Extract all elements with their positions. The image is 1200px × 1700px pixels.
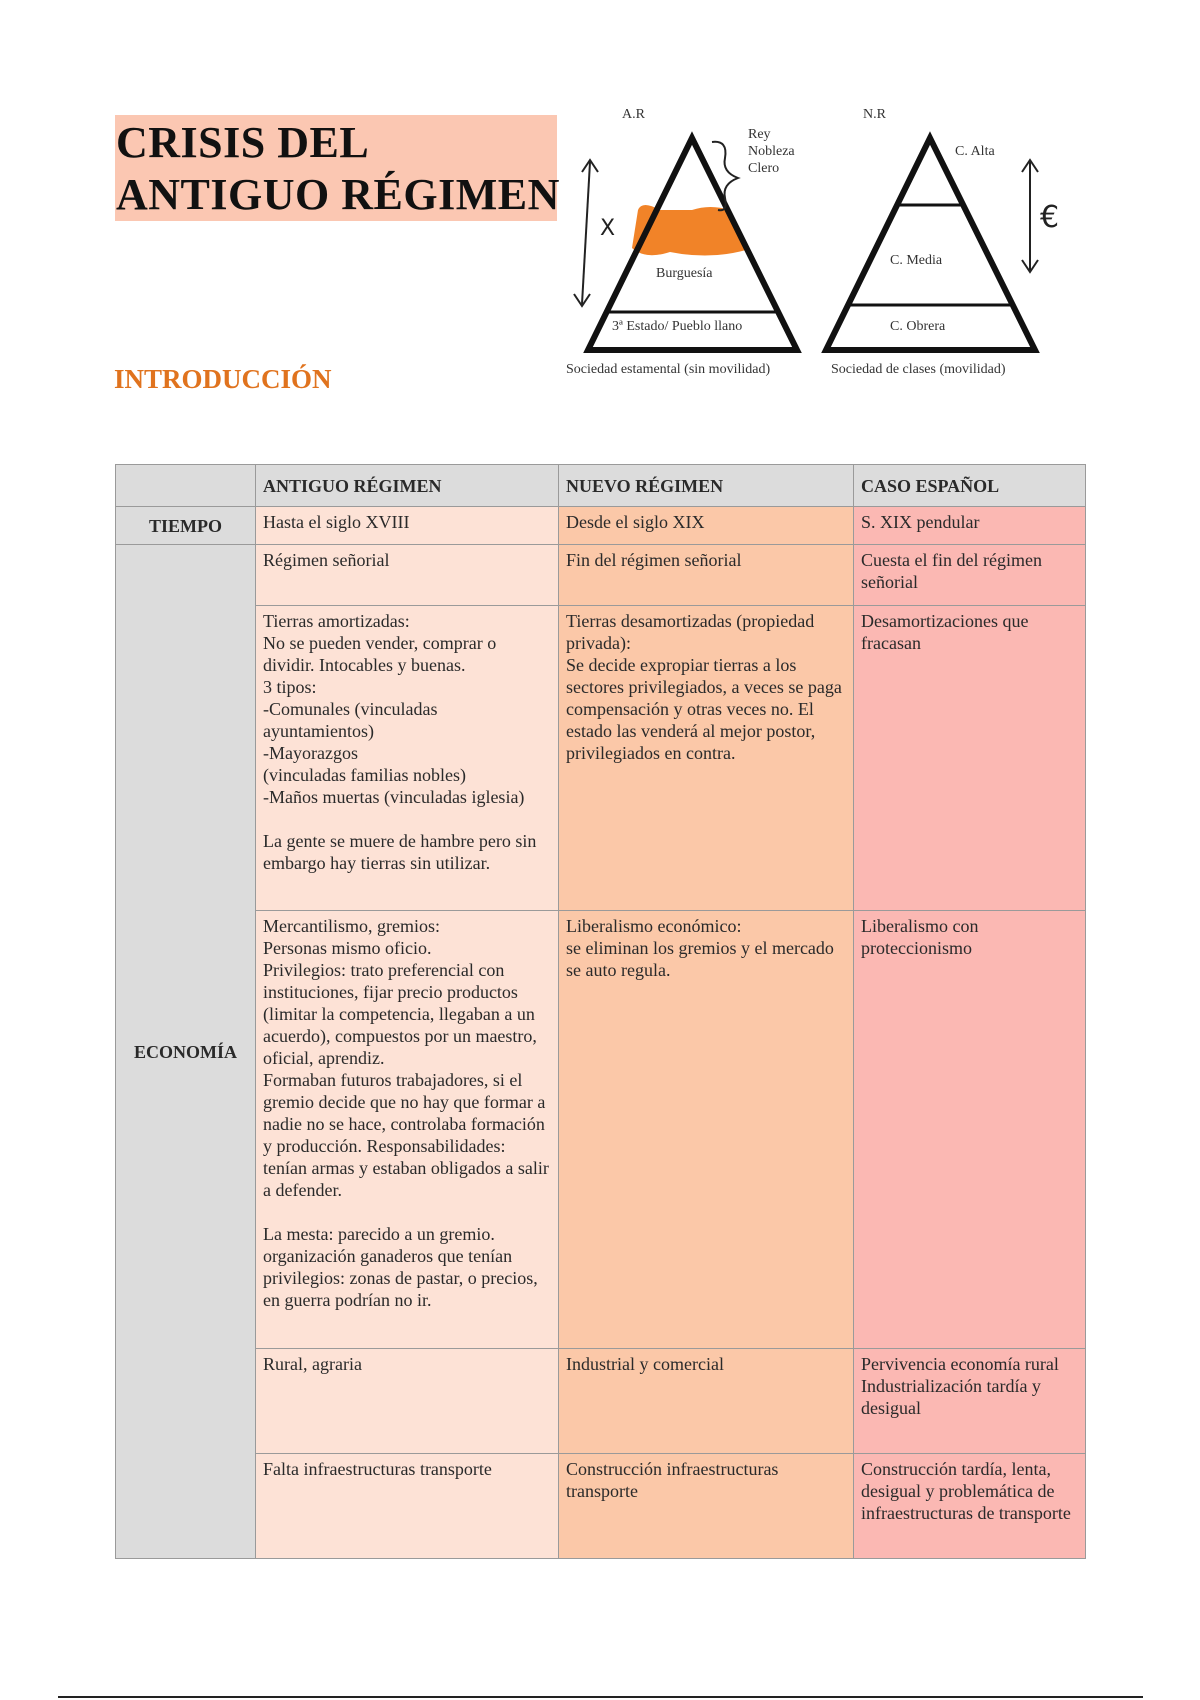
economia-espanol: Liberalismo con proteccionismo (854, 911, 1086, 1349)
table-header-row (116, 465, 1086, 507)
left-caption: Sociedad estamental (sin movilidad) (566, 362, 771, 377)
row-label-economia: ECONOMÍA (116, 545, 256, 1559)
left-brace (712, 142, 738, 210)
economia-antiguo: Rural, agraria (256, 1349, 559, 1454)
economia-espanol: Pervivencia economía rural Industrialización tardía y desigual (854, 1349, 1086, 1454)
economia-antiguo: Mercantilismo, gremios: Personas mismo oficio. Privilegios: trato preferencial con instituciones, fijar precio productos (limitar la competencia, llegaban a un acuerdo), compuestos por un maestro, oficial, aprendiz. Formaban futuros trabajadores, si el gremio decide que no hay que formar a nadie no se hace, controlaba formación y producción. Responsabilidades: tenían armas y estaban obligados a salir a defender. La mesta: parecido a un gremio. organización ganaderos que tenían privilegios: zonas de pastar, o precios, en guerra podrían no ir. (256, 911, 559, 1349)
economia-nuevo: Tierras desamortizadas (propiedad privada): Se decide expropiar tierras a los sectores privilegiados, a veces se paga compensación y otras veces no. El estado las venderá al mejor postor, privilegiados en contra. (559, 606, 854, 911)
table-row (116, 545, 1086, 606)
tiempo-nuevo: Desde el siglo XIX (559, 507, 854, 545)
economia-nuevo: Liberalismo económico: se eliminan los gremios y el mercado se auto regula. (559, 911, 854, 1349)
tiempo-antiguo: Hasta el siglo XVIII (256, 507, 559, 545)
table-row (116, 1454, 1086, 1559)
header-empty (116, 465, 256, 507)
page-title-line-2: ANTIGUO RÉGIMEN (116, 170, 560, 219)
left-arrow (582, 162, 590, 304)
intro-heading: INTRODUCCIÓN (114, 364, 332, 394)
tiempo-espanol: S. XIX pendular (854, 507, 1086, 545)
economia-antiguo: Régimen señorial (256, 545, 559, 606)
euro-mark: € (1040, 200, 1060, 235)
page-title-line-1: CRISIS DEL (116, 118, 370, 167)
burguesia-label: Burguesía (656, 266, 713, 281)
table-row-tiempo (116, 507, 1086, 545)
header-nuevo-regimen: NUEVO RÉGIMEN (559, 465, 854, 507)
economia-nuevo: Industrial y comercial (559, 1349, 854, 1454)
nr-label: N.R (863, 107, 886, 122)
table-row (116, 1349, 1086, 1454)
economia-espanol: Cuesta el fin del régimen señorial (854, 545, 1086, 606)
clase-alta-label: C. Alta (955, 144, 995, 159)
economia-antiguo: Falta infraestructuras transporte (256, 1454, 559, 1559)
right-caption: Sociedad de clases (movilidad) (831, 362, 1006, 377)
pyramid-drawing (560, 100, 1090, 390)
page-bottom-rule (58, 1696, 1143, 1698)
ar-label: A.R (622, 107, 645, 122)
x-mark: X (600, 216, 616, 241)
economia-espanol: Desamortizaciones que fracasan (854, 606, 1086, 911)
header-antiguo-regimen: ANTIGUO RÉGIMEN (256, 465, 559, 507)
economia-espanol: Construcción tardía, lenta, desigual y problemática de infraestructuras de transporte (854, 1454, 1086, 1559)
privileged-list: Rey Nobleza Clero (748, 127, 795, 176)
table-row (116, 911, 1086, 1349)
clase-obrera-label: C. Obrera (890, 319, 946, 334)
header-caso-espanol: CASO ESPAÑOL (854, 465, 1086, 507)
table-row (116, 606, 1086, 911)
clase-media-label: C. Media (890, 253, 943, 268)
economia-nuevo: Fin del régimen señorial (559, 545, 854, 606)
society-diagram (560, 100, 1090, 390)
row-label-tiempo: TIEMPO (116, 507, 256, 545)
economia-antiguo: Tierras amortizadas: No se pueden vender, comprar o dividir. Intocables y buenas. 3 tipos: -Comunales (vinculadas ayuntamientos) -Mayorazgos (vinculadas familias nobles) -Maños muertas (vinculadas iglesia) La gente se muere de hambre pero sin embargo hay tierras sin utilizar. (256, 606, 559, 911)
pueblo-llano-label: 3ª Estado/ Pueblo llano (612, 319, 743, 334)
economia-nuevo: Construcción infraestructuras transporte (559, 1454, 854, 1559)
comparison-table (115, 464, 1086, 1559)
